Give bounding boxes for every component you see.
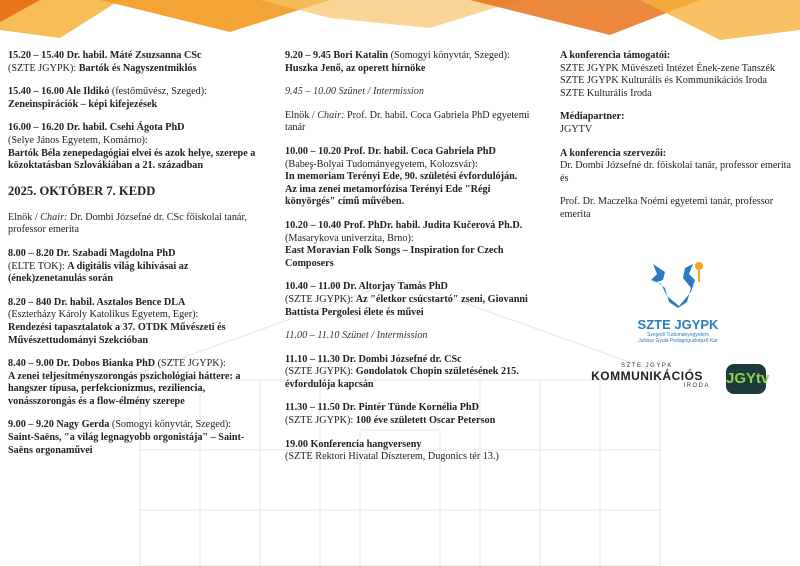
session-title: Az "életkor csúcstartó" zseni, Giovanni Battista Pergolesi élete és művei [285,293,528,318]
supporters-heading: A konferencia támogatói: [560,50,671,61]
session-10 [285,220,530,270]
media-text: JGYTV [560,123,593,135]
concert-venue: (SZTE Rektori Hivatal Díszterem, Dugonics tér 13.) [285,451,499,463]
session-affil: (SZTE JGYPK): [285,366,356,378]
session-time: 15.20 – 15.40 Dr. habil. Máté Zsuzsanna CSc [8,50,202,61]
chair-line-2 [285,110,530,135]
media-heading: Médiapartner: [560,111,625,123]
session-affil: (Somogyi könyvtár, Szeged): [109,419,232,431]
chair-text: Prof. Dr. habil. Coca Gabriela PhD egyetemi tanár [285,109,530,134]
session-time: 10.40 – 11.00 Dr. Altorjay Tamás PhD [285,281,448,293]
session-title: Bartók Béla zenepedagógiai elvei és azok helye, szerepe a közoktatásban Szlovákiában a 21. században [8,147,256,172]
session-time: 8.40 – 9.00 Dr. Dobos Bianka PhD [8,358,156,370]
session-title: Huszka Jenő, az operett hírnöke [285,62,426,74]
session-time: 10.20 – 10.40 Prof. PhDr. habil. Judita Kučerová Ph.D. [285,219,523,231]
chair-text: Dr. Dombi Józsefné dr. CSc főiskolai tanár, professor emerita [8,211,247,236]
session-6 [8,358,266,408]
column-left [8,50,266,468]
session-2 [8,86,266,111]
chair-label: Elnök / [285,109,318,121]
session-5 [8,297,266,347]
break-2: 11.00 – 11.10 Szünet / Intermission [285,330,428,342]
logo-name: SZTE JGYPK [637,317,719,332]
session-time: 15.40 – 16.00 Ale Ildikó [8,86,110,98]
session-title: East Moravian Folk Songs – Inspiration for Czech Composers [285,245,504,269]
organizer-1: Dr. Dombi Józsefné dr. főiskolai tanár, professor emerita és [560,160,792,184]
supporter-line: SZTE JGYPK Kulturális és Kommunikációs Iroda [560,75,767,87]
session-3 [8,122,266,172]
logo-sub2: Juhász Gyula Pedagógusképző Kar [638,338,718,344]
session-title: In memoriam Terényi Ede, 90. születési évfordulóján. Az ima zenei metamorfózisa Terényi Ede "Régi könyörgés" című művében. [285,171,518,208]
session-title: Zeneinspirációk – képi kifejezések [8,98,158,110]
session-affil: (SZTE JGYPK): [285,415,356,427]
session-affil: (SZTE JGYPK): [155,358,226,370]
chair-label-en: Chair: [40,211,68,223]
session-title: Saint-Saëns, "a világ legnagyobb orgonistája" – Saint-Saëns orgonaművei [8,432,245,456]
kommunikacios-iroda-logo [572,363,722,389]
session-affil: (Babeş-Bolyai Tudományegyetem, Kolozsvár): [285,158,478,170]
session-affil: (Masarykova univerzita, Brno): [285,232,414,244]
logo-line2: KOMMUNIKÁCIÓS [591,369,703,383]
session-time: 8.00 – 8.20 Dr. Szabadi Magdolna PhD [8,247,176,259]
session-time: 11.10 – 11.30 Dr. Dombi Józsefné dr. CSc [285,353,462,365]
session-title: A digitális világ kihívásai az (ének)zenetanulás során [8,260,189,285]
session-7 [8,419,266,457]
session-time: 8.20 – 840 Dr. habil. Asztalos Bence DLA [8,296,186,308]
session-12 [285,354,530,392]
session-affil: (ELTE TOK): [8,260,68,272]
supporters [560,50,795,100]
break-1: 9.45 – 10.00 Szünet / Intermission [285,86,424,98]
session-time: 10.00 – 10.20 Prof. Dr. habil. Coca Gabriela PhD [285,145,496,157]
session-affil: (SZTE JGYPK): [285,293,356,305]
session-title: Gondolatok Chopin születésének 215. évfordulója kapcsán [285,366,519,390]
session-4 [8,248,266,286]
supporter-line: SZTE Kulturális Iroda [560,87,652,99]
concert [285,439,530,464]
session-title: Rendezési tapasztalatok a 37. OTDK Művészeti és Művészettudományi Szekcióban [8,321,226,346]
session-9 [285,146,530,209]
media-partner [560,111,795,136]
jgytv-logo: JGYtv [726,364,766,394]
session-8 [285,50,530,75]
chair-line [8,212,266,237]
logo-line1: SZTE JGYPK [621,363,673,369]
session-affil: (SZTE JGYPK): [8,62,79,74]
session-time: 9.20 – 9.45 Bori Katalin [285,50,389,61]
session-1 [8,50,266,75]
session-title: 100 éve született Oscar Peterson [355,415,496,427]
szte-jgypk-logo [615,258,741,344]
day-heading: 2025. OKTÓBER 7. KEDD [8,183,156,198]
chair-label-en: Chair: [317,109,345,121]
organizer-2: Prof. Dr. Maczelka Noémi egyetemi tanár, professor emerita [560,196,774,220]
organizers-heading: A konferencia szervezői: [560,147,667,159]
session-11 [285,281,530,319]
logo-sub1: Szegedi Tudományegyetem [647,332,709,338]
session-affil: (Eszterházy Károly Katolikus Egyetem, Eger): [8,309,199,321]
session-time: 16.00 – 16.20 Dr. habil. Csehi Ágota PhD [8,122,185,134]
organizers [560,148,795,222]
session-title: Bartók és Nagyszentmiklós [78,62,197,74]
session-title: A zenei teljesítményszorongás pszichológiai háttere: a hangszer típusa, perfekcionizmus, reziliencia, vonásszorongás és a flow-élmény szerepe [8,370,241,407]
column-right [560,50,795,233]
eagle-crest-icon [643,258,713,310]
session-13 [285,402,530,427]
concert-time: 19.00 Konferencia hangverseny [285,438,422,450]
column-middle [285,50,530,475]
session-affil: (festőművész, Szeged): [109,86,207,98]
session-affil: (Selye János Egyetem, Komárno): [8,134,148,146]
session-affil: (Somogyi könyvtár, Szeged): [388,50,510,61]
logo-line3: IRODA [683,383,710,389]
session-time: 9.00 – 9.20 Nagy Gerda [8,419,110,431]
session-time: 11.30 – 11.50 Dr. Pintér Tünde Kornélia PhD [285,402,479,414]
supporter-line: SZTE JGYPK Művészeti Intézet Ének-zene Tanszék [560,62,775,74]
chair-label: Elnök / [8,211,41,223]
